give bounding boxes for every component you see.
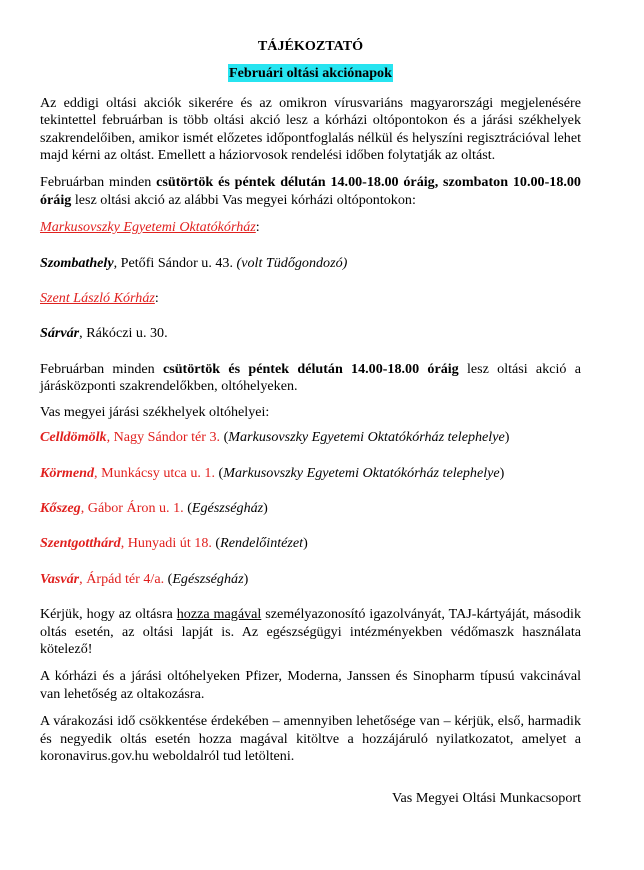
hospital-name: Szent László Kórház (40, 290, 155, 307)
subtitle-wrapper (40, 65, 581, 82)
district-note: Egészségház (191, 499, 264, 516)
district-city: Celldömölk (40, 429, 107, 446)
hospital-name-1 (40, 219, 581, 236)
district-paren-open: ( (215, 464, 224, 481)
district-address: , Gábor Áron u. 1. (80, 499, 184, 516)
district-paren-open: ( (220, 429, 229, 446)
request-paragraph (40, 606, 581, 658)
district-address: , Árpád tér 4/a. (79, 570, 165, 587)
district-paren-close: ) (499, 464, 505, 481)
district-address: , Munkácsy utca u. 1. (94, 464, 215, 481)
district-note: Egészségház (172, 570, 244, 587)
district-note: Rendelőintézet (220, 535, 304, 552)
schedule-times: csütörtök és péntek délután 14.00-18.00 óráig (162, 360, 459, 377)
district-heading: Vas megyei járási székhelyek oltóhelyei: (40, 403, 270, 420)
hospital-name: Markusovszky Egyetemi Oktatókórház (40, 219, 256, 236)
district-note: Markusovszky Egyetemi Oktatókórház telephelye (228, 429, 505, 446)
schedule-pre: Februárban minden (40, 360, 163, 377)
document-page (40, 38, 582, 806)
request-post: személyazonosító igazolványát, TAJ-kártyáját, második oltás esetén, az oltási lapját is. Az egészségügyi intézményekben védőmaszk használata kötelező! (40, 606, 582, 657)
vaccines-paragraph: A kórházi és a járási oltóhelyeken Pfizer, Moderna, Janssen és Sinopharm típusú vakcinával van lehetőség az oltakozásra. (40, 668, 581, 702)
schedule-post: lesz oltási akció az alábbi Vas megyei kórházi oltópontokon: (71, 191, 416, 208)
schedule-times: csütörtök és péntek délután 14.00-18.00 óráig, szombaton 10.00-18.00 óráig (40, 174, 581, 208)
district-item (40, 465, 581, 482)
district-item (40, 571, 581, 588)
district-note: Markusovszky Egyetemi Oktatókórház telephelye (223, 464, 500, 481)
hospital-address: , Petőfi Sándor u. 43. (113, 254, 237, 271)
district-paren-close: ) (263, 499, 268, 516)
hospital-address: , Rákóczi u. 30. (79, 325, 168, 342)
district-city: Szentgotthárd (40, 535, 121, 552)
hospital-address-2 (40, 325, 581, 342)
district-paren-close: ) (303, 535, 308, 552)
hospital-city: Szombathely (40, 254, 114, 271)
district-address: , Hunyadi út 18. (120, 535, 212, 552)
schedule-district-paragraph (40, 361, 581, 396)
request-underlined: hozza magával (176, 606, 262, 623)
schedule-hospitals-paragraph (40, 174, 581, 209)
district-item (40, 429, 581, 446)
district-item (40, 535, 581, 552)
hospital-colon: : (154, 290, 159, 307)
district-paren-open: ( (183, 499, 192, 516)
hospital-note: (volt Tüdőgondozó) (236, 254, 348, 271)
hospital-name-2 (40, 290, 581, 307)
signature: Vas Megyei Oltási Munkacsoport (391, 790, 581, 806)
hospital-address-1 (40, 255, 581, 272)
district-paren-open: ( (211, 535, 221, 552)
district-paren-close: ) (504, 429, 510, 446)
hospital-city: Sárvár (40, 325, 80, 342)
district-address: , Nagy Sándor tér 3. (106, 429, 221, 446)
hospital-colon: : (255, 219, 260, 236)
schedule-post: lesz oltási akció a járásközponti szakrendelőkben, oltóhelyeken. (40, 360, 581, 395)
district-item (40, 500, 581, 517)
district-city: Vasvár (40, 570, 80, 587)
district-paren-open: ( (164, 570, 173, 587)
document-title: TÁJÉKOZTATÓ (257, 38, 364, 54)
waiting-paragraph: A várakozási idő csökkentése érdekében – amennyiben lehetősége van – kérjük, első, harmadik és negyedik oltás esetén hozza magával kitöltve a hozzájáruló nyilatkozatot, amelyet a koronavirus.gov.hu weboldalról tud letölteni. (40, 713, 581, 764)
request-pre: Kérjük, hogy az oltásra (40, 606, 177, 623)
document-subtitle: Februári oltási akciónapok (229, 65, 392, 82)
schedule-pre: Februárban minden (40, 174, 157, 191)
district-city: Körmend (40, 464, 95, 481)
district-paren-close: ) (243, 570, 249, 587)
district-city: Kőszeg (40, 499, 81, 516)
intro-paragraph: Az eddigi oltási akciók sikerére és az omikron vírusvariáns magyarországi megjelenésére tekintettel februárban is több oltási akció lesz a kórházi oltópontokon és a járási székhelyek szakrendelőiben, amikor ismét előzetes időpontfoglalás nélkül és helyszíni regisztrációval lehet majd kérni az oltást. Emellett a háziorvosok rendelési időben folytatják az oltást. (40, 94, 581, 164)
